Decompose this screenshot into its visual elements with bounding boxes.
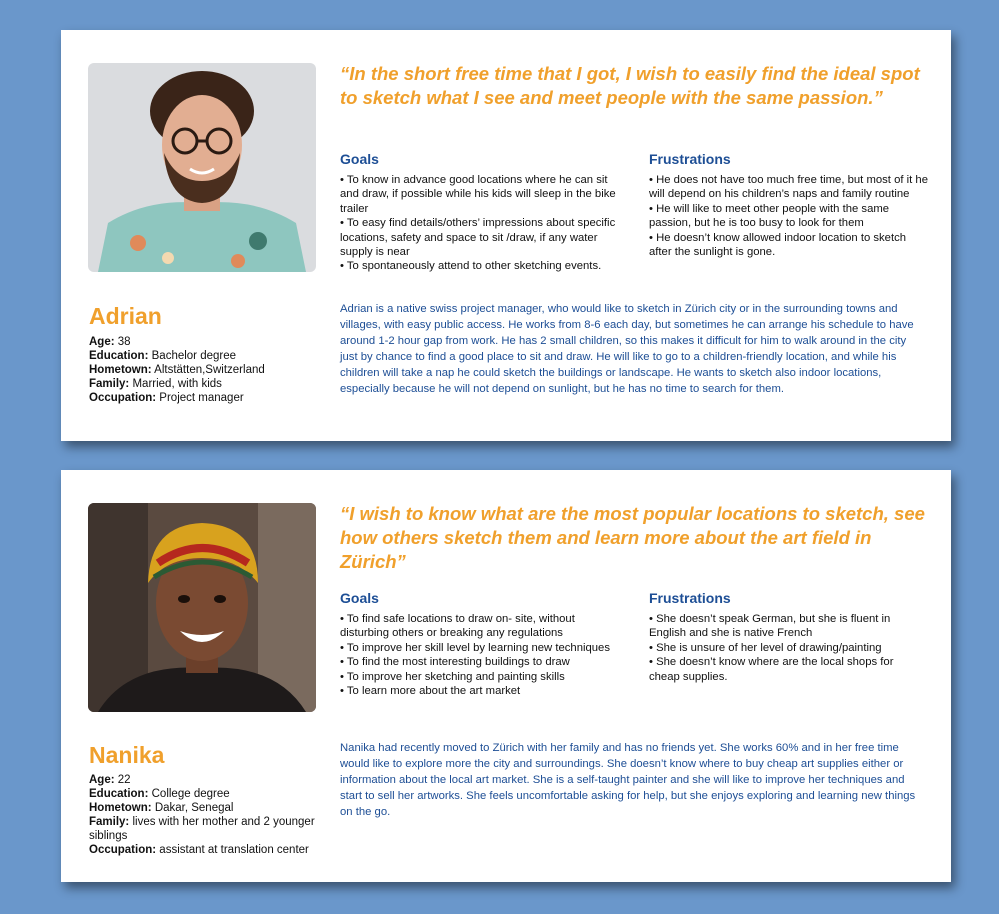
goal-item: • To improve her skill level by learning new techniques [340,641,610,654]
frustrations-title: Frustrations [649,590,731,606]
frustrations-list [649,612,919,684]
goals-list [340,173,625,274]
goal-item: • To find safe locations to draw on- site, without disturbing others or breaking any regulations [340,613,575,640]
persona-card-nanika [61,470,951,882]
persona-bio: Nanika had recently moved to Zürich with her family and has no friends yet. She works 60% and in her free time would like to explore more the city and surroundings. She doesn’t know where to buy cheap art supplies either or information about the local art market. She is a self-taught painter and she will like to improve her techniques and start to sell her artworks. She feels uncomfortable asking for help, but she enjoys exploring and learning new things on the go. [340,742,916,818]
detail-age: Age: 38 [89,336,131,348]
frustration-item: • She doesn’t know where are the local shops for cheap supplies. [649,656,894,683]
persona-quote: “In the short free time that I got, I wish to easily find the ideal spot to sketch what I see and meet people with the same passion.” [340,63,920,108]
persona-quote: “I wish to know what are the most popular locations to sketch, see how others sketch them and learn more about the art field in Zürich” [340,503,925,572]
persona-card-adrian [61,30,951,441]
goal-item: • To learn more about the art market [340,685,521,698]
persona-details [89,335,329,405]
frustration-item: • He doesn’t know allowed indoor location to sketch after the sunlight is gone. [649,231,907,259]
detail-occupation: Occupation: assistant at translation center [89,844,309,856]
goal-item: • To improve her sketching and painting skills [340,670,565,683]
detail-hometown: Hometown: Dakar, Senegal [89,802,234,814]
frustration-item: • She doesn’t speak German, but she is fluent in English and she is native French [649,613,891,640]
detail-age: Age: 22 [89,774,131,786]
goals-title: Goals [340,590,379,606]
goals-list [340,612,610,698]
detail-occupation: Occupation: Project manager [89,392,244,404]
detail-education: Education: College degree [89,788,230,800]
persona-photo [88,63,316,272]
goals-title: Goals [340,151,379,167]
persona-bio: Adrian is a native swiss project manager, who would like to sketch in Zürich city or in the surrounding towns and villages, with easy public access. He works from 8-6 each day, but sometimes he can arrange his schedule to have around 1-2 hour gap from work. He has 2 small children, so this makes it difficult for him to walk around in the city just by chance to find a good place to sit and draw. He will like to go to a children-friendly location, and while his children will take a nap he could sketch the buildings or landscape. He wants to sketch also indoor locations, especially because he will not depend on sunlight, but he has no time to search for them. [340,303,914,395]
frustration-item: • She is unsure of her level of drawing/painting [649,641,882,654]
detail-family: Family: lives with her mother and 2 younger siblings [89,816,315,842]
detail-family: Family: Married, with kids [89,378,222,390]
persona-photo [88,503,316,712]
frustrations-title: Frustrations [649,151,731,167]
persona-name: Adrian [89,303,162,329]
detail-hometown: Hometown: Altstätten,Switzerland [89,364,265,376]
goal-item: • To easy find details/others’ impressions about specific locations, safety and space to sit /draw, if any water supply is near [340,217,616,259]
goal-item: • To know in advance good locations where he can sit and draw, if possible while his kids will sleep in the bike trailer [340,174,616,215]
persona-details [89,773,324,857]
detail-education: Education: Bachelor degree [89,350,237,362]
goal-item: • To spontaneously attend to other sketching events. [340,260,602,273]
frustration-item: • He does not have too much free time, but most of it he will depend on his children’s naps and family routine [649,174,928,201]
frustration-item: • He will like to meet other people with the same passion, but he is too busy to look for them [649,202,890,230]
persona-name: Nanika [89,742,165,768]
goal-item: • To find the most interesting buildings to draw [340,656,570,669]
frustrations-list [649,173,931,259]
